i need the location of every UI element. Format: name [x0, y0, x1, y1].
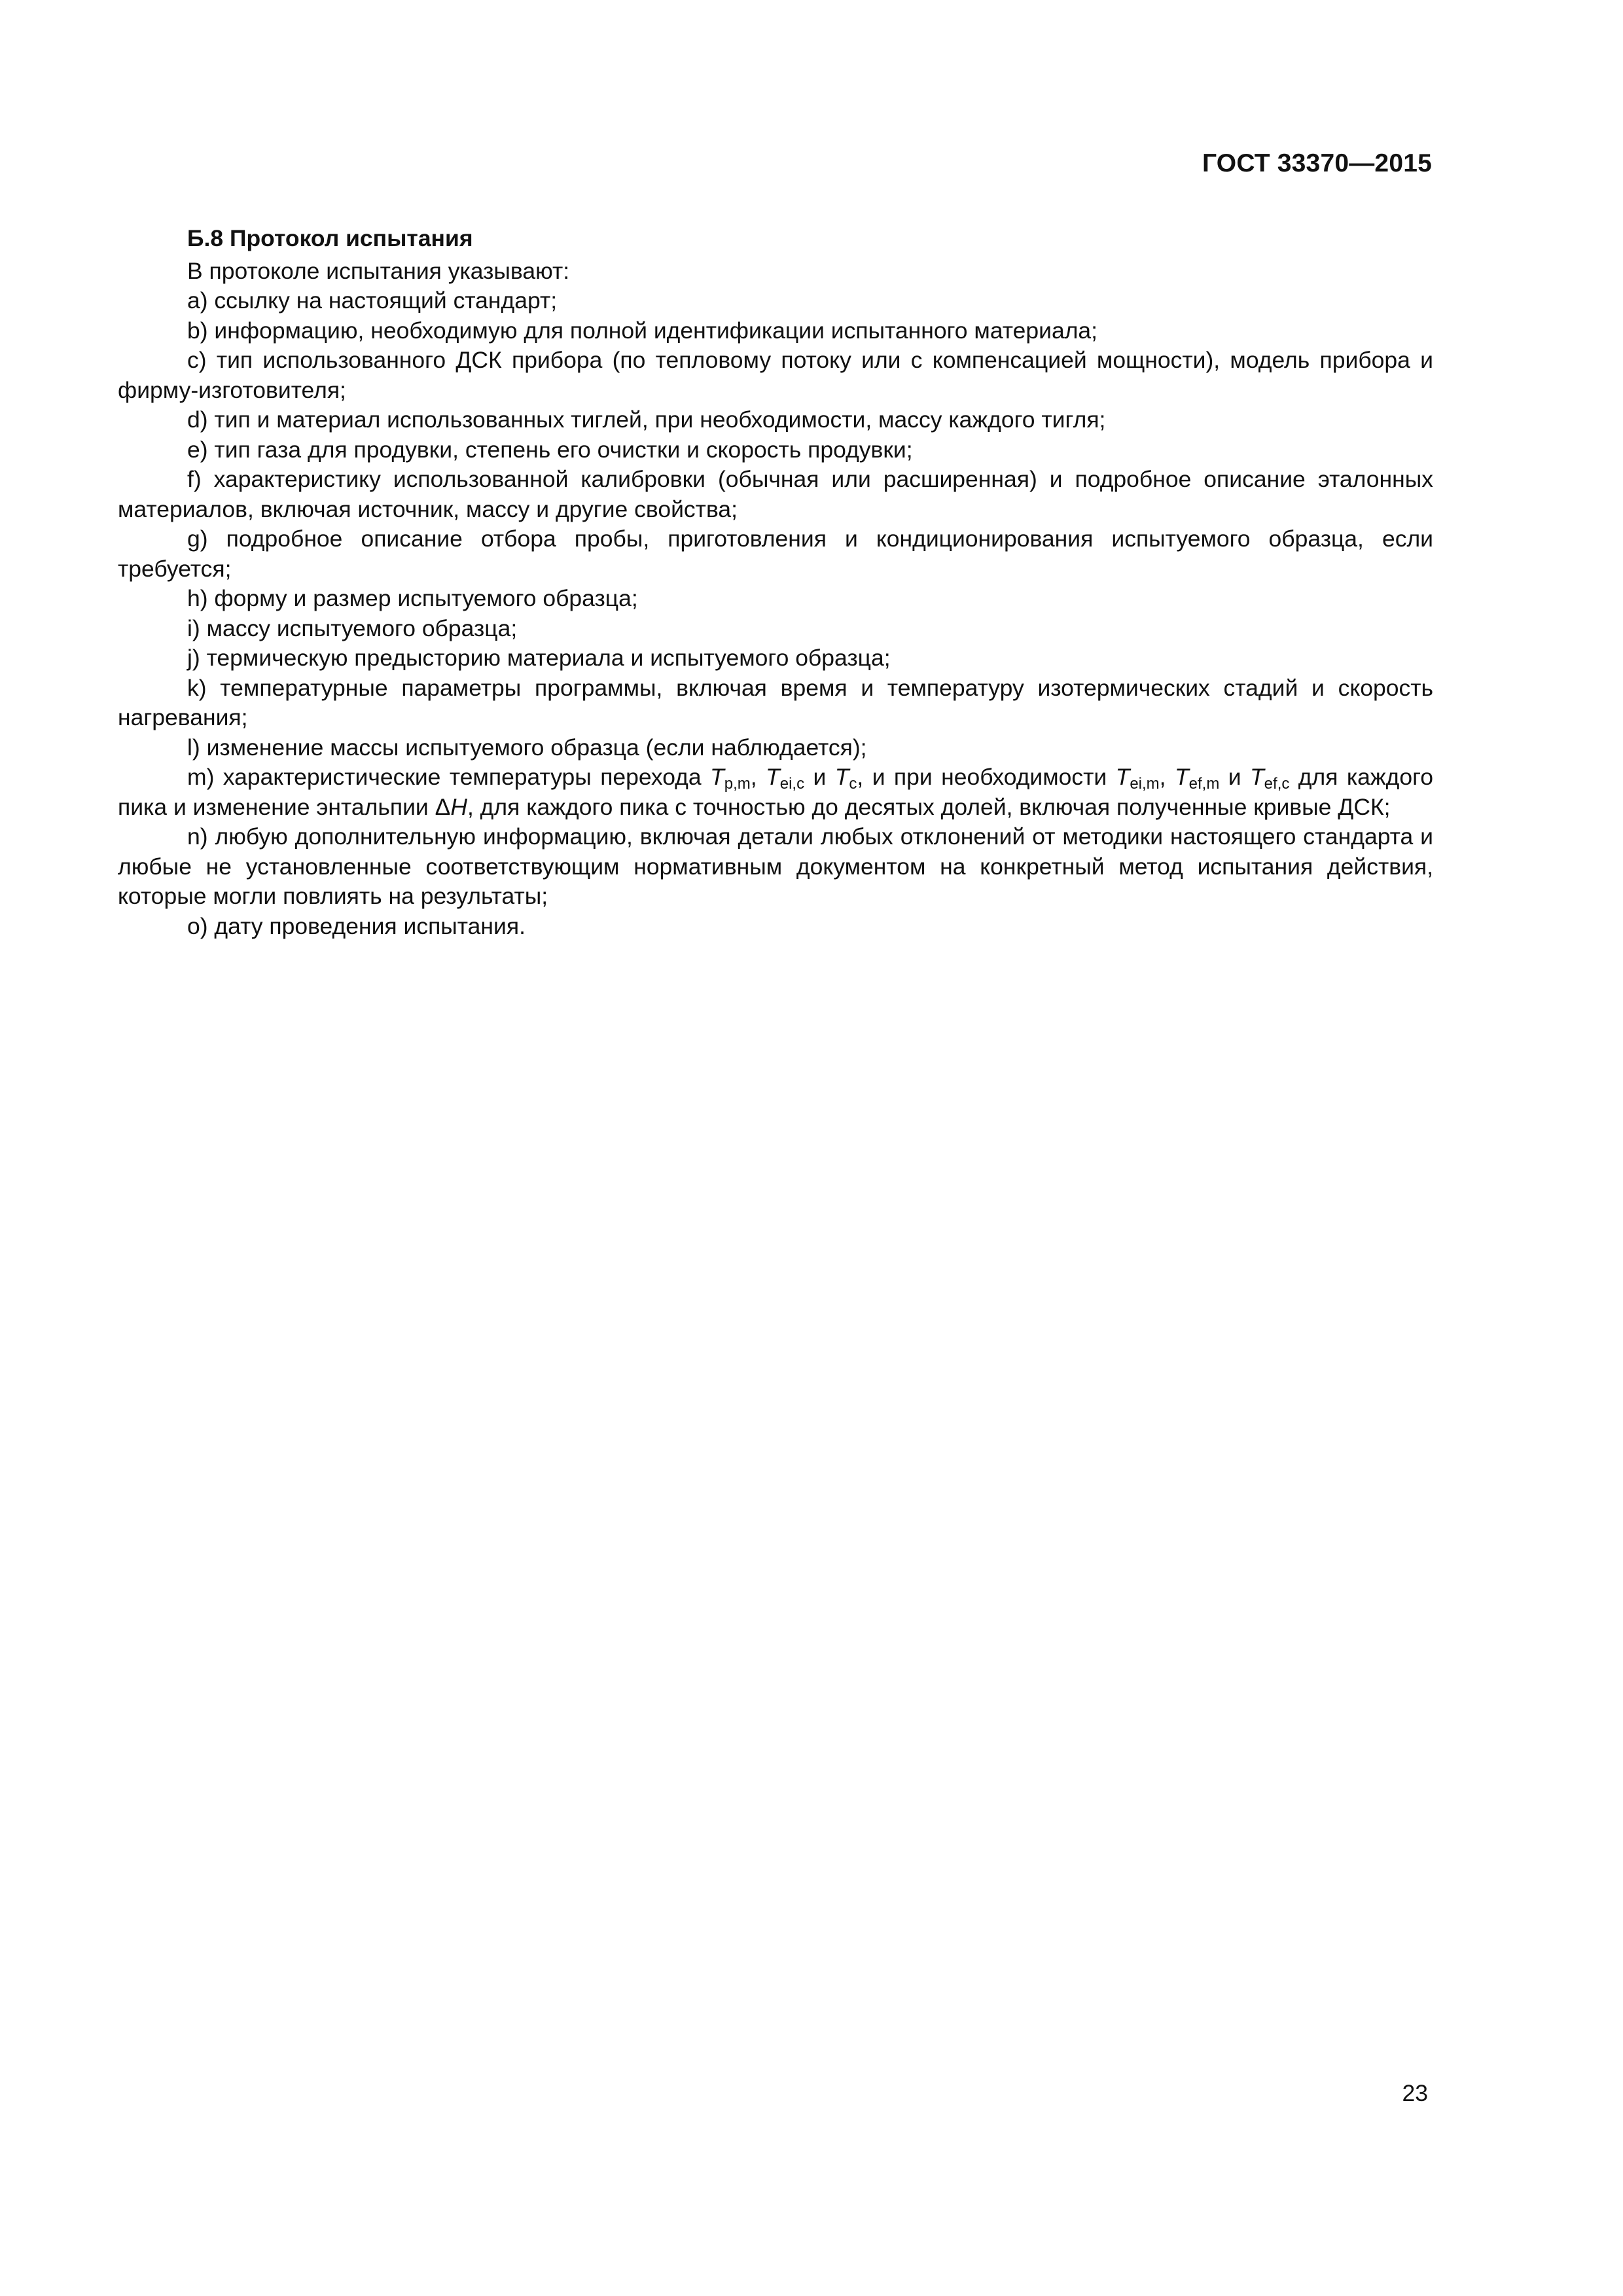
- list-item-n: n) любую дополнительную информацию, включая детали любых отклонений от методики настоящего стандарта и любые не установленные соответствующим нормативным документом на конкретный метод испытания действия, которые могли повлиять на результаты;: [118, 823, 1433, 909]
- symbol-t-eim: [1115, 764, 1160, 793]
- list-item-e: e) тип газа для продувки, степень его очистки и скорость продувки;: [187, 436, 913, 463]
- list-item-k: k) температурные параметры программы, включая время и температуру изотермических стадий и скорость нагревания;: [118, 674, 1433, 730]
- subscript-pm: p,m: [724, 775, 751, 793]
- symbol-t: T: [834, 764, 849, 790]
- symbol-h: H: [450, 793, 467, 820]
- item-m-text-3: для каждого пика и изменение энтальпии: [118, 764, 1433, 820]
- subscript-eic: ei,c: [779, 775, 805, 793]
- symbol-t-pm: [710, 764, 751, 793]
- symbol-t-eic: [766, 764, 805, 793]
- list-item-f: f) характеристику использованной калибровки (обычная или расширенная) и подробное описание эталонных материалов, включая источник, массу и другие свойства;: [118, 466, 1433, 522]
- symbol-t: T: [1174, 764, 1189, 790]
- list-item-g: g) подробное описание отбора пробы, приготовления и кондиционирования испытуемого образца, если требуется;: [118, 526, 1433, 582]
- delta-symbol: Δ: [435, 793, 451, 820]
- item-m-text-2: , и при необходимости: [857, 764, 1116, 790]
- list-item-m: [118, 762, 1433, 822]
- intro-paragraph: В протоколе испытания указывают:: [187, 257, 570, 284]
- symbol-t: T: [1249, 764, 1264, 790]
- document-body: [118, 224, 1433, 941]
- item-m-sep-2: ,: [1159, 764, 1175, 790]
- subscript-efm: ef,m: [1188, 775, 1220, 793]
- symbol-t: T: [1115, 764, 1130, 790]
- subscript-eim: ei,m: [1130, 775, 1160, 793]
- item-m-and-1: и: [804, 764, 835, 790]
- symbol-t-efm: [1174, 764, 1220, 793]
- list-item-a: a) ссылку на настоящий стандарт;: [187, 287, 558, 314]
- list-item-b: b) информацию, необходимую для полной идентификации испытанного материала;: [187, 317, 1098, 344]
- symbol-t-c: [834, 764, 857, 793]
- list-item-h: h) форму и размер испытуемого образца;: [187, 585, 638, 611]
- item-m-text-1: m) характеристические температуры перехода: [187, 764, 711, 790]
- list-item-c: c) тип использованного ДСК прибора (по тепловому потоку или с компенсацией мощности), модель прибора и фирму-изготовителя;: [118, 347, 1433, 403]
- item-m-sep-1: ,: [750, 764, 766, 790]
- item-m-text-4: , для каждого пика с точностью до десятых долей, включая полученные кривые ДСК;: [467, 793, 1391, 820]
- document-code: ГОСТ 33370—2015: [1202, 149, 1432, 177]
- section-title: Б.8 Протокол испытания: [187, 225, 473, 251]
- symbol-t: T: [766, 764, 780, 790]
- list-item-d: d) тип и материал использованных тиглей, при необходимости, массу каждого тигля;: [187, 406, 1106, 433]
- list-item-i: i) массу испытуемого образца;: [187, 615, 518, 641]
- symbol-t-efc: [1249, 764, 1290, 793]
- page-number: 23: [1402, 2080, 1428, 2106]
- subscript-c: c: [849, 775, 857, 793]
- list-item-l: l) изменение массы испытуемого образца (если наблюдается);: [187, 734, 867, 761]
- symbol-t: T: [710, 764, 724, 790]
- subscript-efc: ef,c: [1264, 775, 1290, 793]
- list-item-j: j) термическую предысторию материала и испытуемого образца;: [187, 645, 891, 671]
- list-item-o: o) дату проведения испытания.: [187, 912, 526, 939]
- item-m-and-2: и: [1219, 764, 1250, 790]
